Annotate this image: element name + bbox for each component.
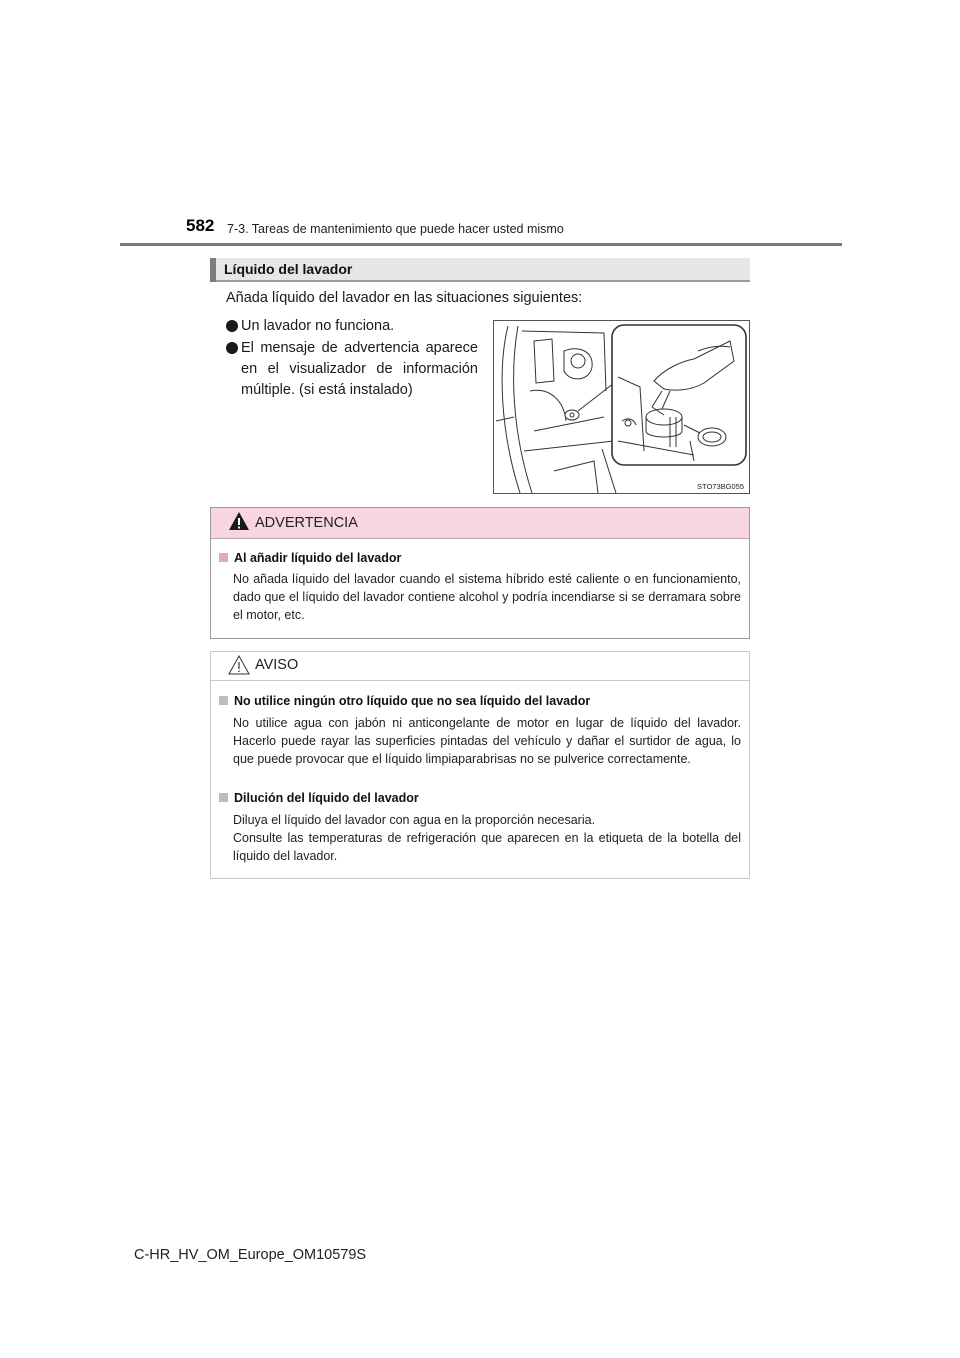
list-item-text: Un lavador no funciona. [241, 318, 395, 334]
notice-item-text: Diluya el líquido del lavador con agua en la proporción necesaria. [233, 813, 596, 827]
list-item-text: El mensaje de advertencia aparece en el visualizador de información múltiple. (si está instalado) [241, 340, 478, 398]
warning-triangle-icon [228, 510, 250, 532]
bullet-dot-icon [226, 320, 238, 332]
header-rule [120, 243, 842, 246]
engine-bay-drawing [494, 321, 749, 493]
intro-text: Añada líquido del lavador en las situaciones siguientes: [226, 290, 583, 306]
footer-document-code: C-HR_HV_OM_Europe_OM10579S [134, 1247, 367, 1263]
notice-header [211, 652, 749, 681]
list-item [226, 316, 478, 337]
warning-header [211, 508, 749, 539]
square-bullet-icon [219, 696, 228, 705]
page-number: 582 [186, 216, 215, 235]
notice-item-text: Consulte las temperaturas de refrigeración que aparecen en la etiqueta de la botella del líquido del lavador. [233, 831, 741, 863]
notice-item-text: No utilice agua con jabón ni anticongelante de motor en lugar de líquido del lavador. Hacerlo puede rayar las superficies pintadas del vehículo y dañar el surtidor de agua, lo que puede provocar que el líquido limpiaparabrisas no se pulverice correctamente. [233, 716, 741, 766]
caution-triangle-icon [228, 654, 250, 676]
washer-fluid-illustration [493, 320, 750, 494]
warning-box [210, 507, 750, 639]
section-heading-text: Líquido del lavador [224, 261, 353, 277]
square-bullet-icon [219, 793, 228, 802]
running-head: 7-3. Tareas de mantenimiento que puede hacer usted mismo [227, 222, 564, 236]
notice-box [210, 651, 750, 879]
notice-item-heading: Dilución del líquido del lavador [219, 791, 419, 805]
list-item [226, 338, 478, 401]
section-heading-tab [210, 258, 216, 282]
section-heading [210, 258, 750, 282]
notice-item-heading: No utilice ningún otro líquido que no sea líquido del lavador [219, 694, 590, 708]
warning-title: ADVERTENCIA [255, 515, 358, 531]
warning-item-heading: Al añadir líquido del lavador [219, 551, 401, 565]
warning-item-text: No añada líquido del lavador cuando el sistema híbrido esté caliente o en funcionamiento, dado que el líquido del lavador contiene alcohol y podría incendiarse si se derramara sobre el motor, etc. [233, 572, 741, 622]
bullet-dot-icon [226, 342, 238, 354]
square-bullet-icon [219, 553, 228, 562]
notice-title: AVISO [255, 657, 299, 673]
illustration-code: STO73BG055 [697, 482, 744, 491]
